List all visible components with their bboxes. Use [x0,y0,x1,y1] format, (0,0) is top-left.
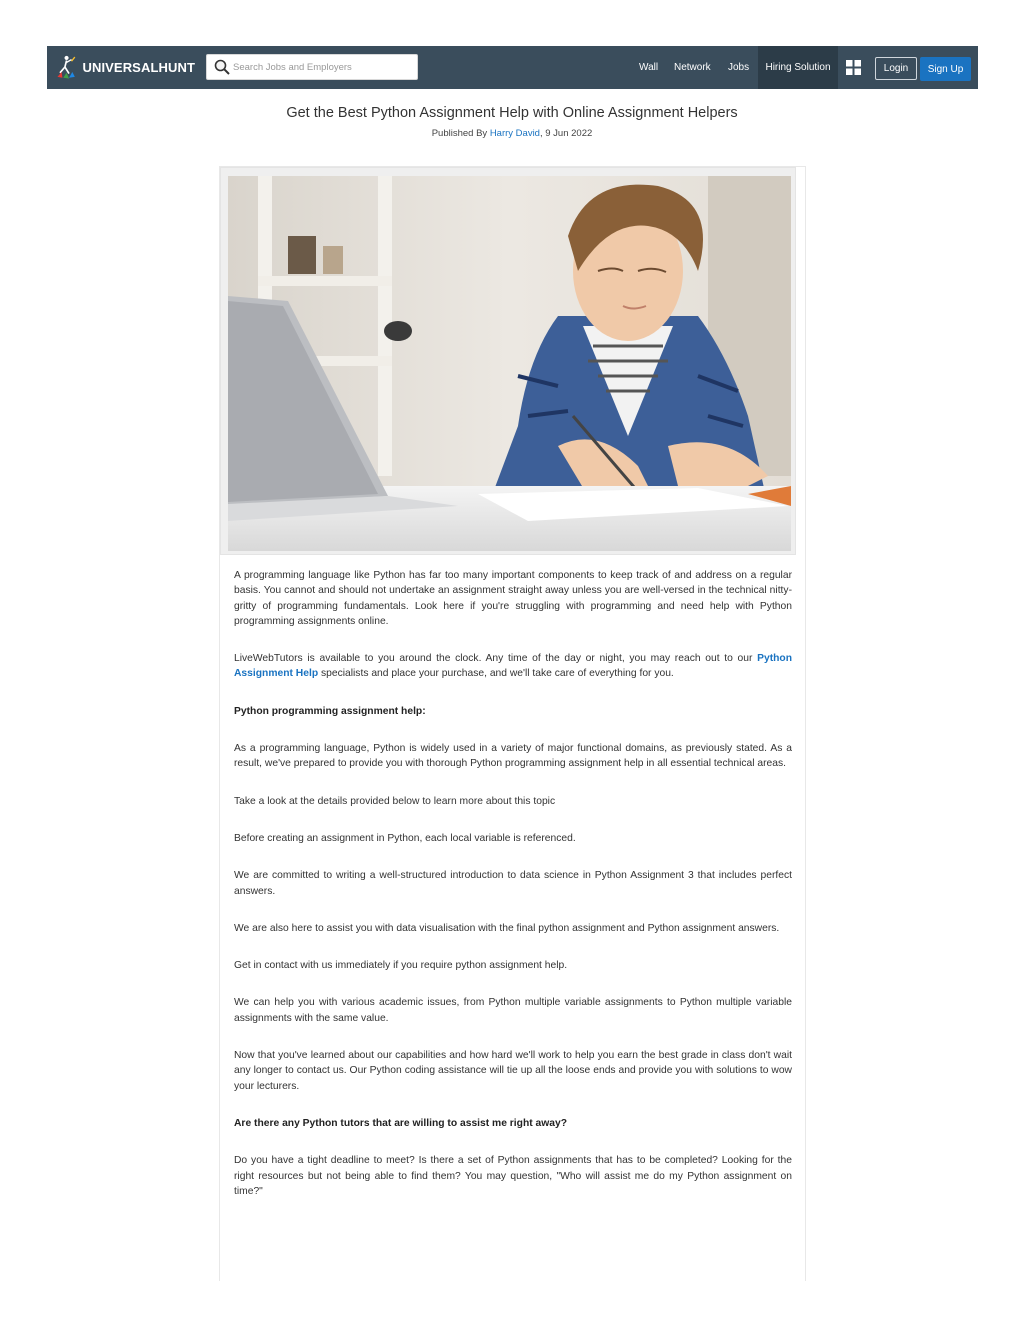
search-icon[interactable] [213,58,231,76]
universalhunt-logo-icon [55,52,76,82]
article-photo [228,176,791,551]
search-input[interactable] [233,62,413,73]
paragraph-local-variable: Before creating an assignment in Python, each local variable is referenced. [234,832,576,844]
student-writing-illustration [228,176,791,551]
paragraph-deadline: Do you have a tight deadline to meet? Is there a set of Python assignments that has to be completed? Looking for the right resources but not being able to find them? You may question, "Who will assist me do my Python assignment on time?" [234,1155,792,1197]
published-prefix: Published By [431,128,490,139]
top-navbar [47,46,978,89]
brand-logo[interactable] [55,51,195,83]
nav-network[interactable]: Network [674,62,711,73]
article-title: Get the Best Python Assignment Help with Online Assignment Helpers [286,105,738,121]
paragraph-data-science: We are committed to writing a well-structured introduction to data science in Python Assignment 3 that includes perfect answers. [234,870,792,897]
paragraph-text: specialists and place your purchase, and we'll take care of everything for you. [318,668,674,680]
signup-button[interactable]: Sign Up [920,57,971,81]
paragraph-livewebtutors [234,651,792,682]
author-link[interactable]: Harry David [489,128,540,139]
brand-name: UNIVERSALHUNT [82,59,195,75]
article-byline [0,128,1024,139]
python-assignment-help-link[interactable]: Python Assignment Help [234,653,792,680]
paragraph-academic-issues: We can help you with various academic issues, from Python multiple variable assignments to Python multiple variable assignments with the same value. [234,997,792,1024]
article-card [219,166,806,1281]
paragraph-visualisation: We are also here to assist you with data visualisation with the final python assignment and Python assignment answers. [234,922,780,934]
nav-hiring-solution[interactable]: Hiring Solution [758,46,838,89]
nav-wall[interactable]: Wall [639,62,659,73]
paragraph-intro: A programming language like Python has far too many important components to keep track of and address on a regular basis. You cannot and should not undertake an assignment straight away unless you are well-versed in the technical nitty-gritty of programming fundamentals. Look here if you're struggling with programming and need help with Python programming assignments online. [234,570,792,627]
paragraph-text: LiveWebTutors is available to you around the clock. Any time of the day or night, you may reach out to our [234,653,758,665]
search-box [206,54,418,80]
article-image-frame [220,167,796,555]
paragraph-capabilities: Now that you've learned about our capabilities and how hard we'll work to help you earn the best grade in class don't wait any longer to contact us. Our Python coding assistance will tie up all the loose ends and provide you with solutions to wow your lecturers. [234,1050,792,1092]
apps-grid-icon[interactable] [846,60,861,75]
publish-date: , 9 Jun 2022 [539,128,593,139]
login-button[interactable]: Login [875,57,917,80]
paragraph-details: Take a look at the details provided below to learn more about this topic [234,795,556,807]
nav-jobs[interactable]: Jobs [728,62,750,73]
section-heading-programming-help: Python programming assignment help: [234,705,426,717]
paragraph-domains: As a programming language, Python is widely used in a variety of major functional domains, as previously stated. As a result, we've prepared to provide you with thorough Python programming assignment help in all essential technical areas. [234,743,792,770]
article-body [234,568,792,1221]
paragraph-contact: Get in contact with us immediately if you require python assignment help. [234,960,568,972]
section-heading-python-tutors: Are there any Python tutors that are willing to assist me right away? [234,1117,568,1129]
